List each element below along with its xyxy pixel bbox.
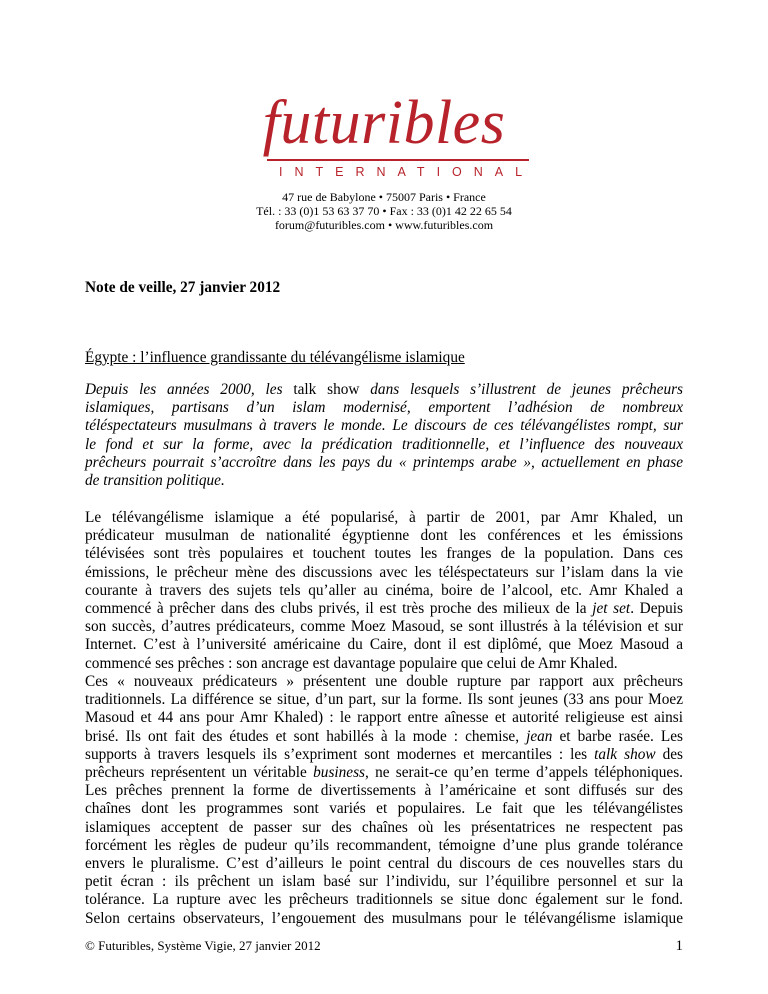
page-number: 1 — [675, 938, 683, 954]
note-heading: Note de veille, 27 janvier 2012 — [85, 279, 281, 296]
body-paragraph-1: Le télévangélisme islamique a été popularisé, à partir de 2001, par Amr Khaled, un prédicateur musulman de nationalité égyptienne dont les conférences et les émissions télévisées sont très populaires et touchent toutes les franges de la population. Dans ces émissions, le prêcheur mène des discussions avec les téléspectateurs sur l’islam dans la vie courante à travers des sujets tels qu’aller au cinéma, boire de l’alcool, etc. Amr Khaled a commencé à prêcher dans des clubs privés, il est très proche des milieux de la jet set. Depuis son succès, d’autres prédicateurs, comme Moez Masoud, se sont illustrés à la télévision et sur Internet. C’est à l’université américaine du Caire, dont il est diplômé, que Moez Masoud a commencé ses prêches : son ancrage est davantage populaire que celui de Amr Khaled. — [85, 509, 683, 672]
address-line: 47 rue de Babylone • 75007 Paris • France — [282, 190, 486, 204]
address-block — [0, 190, 768, 232]
article-title: Égypte : l’influence grandissante du télévangélisme islamique — [85, 349, 465, 366]
body-paragraph-2: Ces « nouveaux prédicateurs » présentent une double rupture par rapport aux prêcheurs traditionnels. La différence se situe, d’un part, sur la forme. Ils sont jeunes (33 ans pour Moez Masoud et 44 ans pour Amr Khaled) : le rapport entre aînesse et autorité religieuse est ainsi brisé. Ils ont fait des études et sont habillés à la mode : chemise, jean et barbe rasée. Les supports à travers lesquels ils s’expriment sont modernes et mercantiles : les talk show des prêcheurs représentent un véritable business, ne serait-ce qu’en terme d’appels téléphoniques. Les prêches prennent la forme de divertissements à l’américaine et sont diffusés sur des chaînes dont les programmes sont variés et populaires. Le fait que les télévangélistes islamiques acceptent de passer sur des chaînes où les présentatrices ne respectent pas forcément les règles de pudeur qu’ils recommandent, témoigne d’une plus grande tolérance envers le pluralisme. C’est d’ailleurs le point central du discours de ces nouvelles stars du petit écran : ils prêchent un islam basé sur l’individu, sur l’équilibre personnel et sur la tolérance. La rupture avec les prêcheurs traditionnels se situe donc également sur le fond. Selon certains observateurs, l’engouement des musulmans pour le télévangélisme islamique — [85, 673, 683, 927]
phone-line: Tél. : 33 (0)1 53 63 37 70 • Fax : 33 (0)1 42 22 65 54 — [256, 204, 512, 218]
logo-rule — [267, 159, 529, 161]
intro-paragraph: Depuis les années 2000, les talk show dans lesquels s’illustrent de jeunes prêcheurs islamiques, partisans d’un islam modernisé, emportent l’adhésion de nombreux téléspectateurs musulmans à travers le monde. Le discours de ces télévangélistes rompt, sur le fond et sur la forme, avec la prédication traditionnelle, et l’influence des nouveaux prêcheurs pourrait s’accroître dans les pays du « printemps arabe », actuellement en phase de transition politique. — [85, 381, 683, 490]
logo-wordmark: futuribles — [262, 89, 506, 157]
contact-line: forum@futuribles.com • www.futuribles.com — [274, 218, 494, 232]
footer-copyright: © Futuribles, Système Vigie, 27 janvier 2012 — [85, 938, 321, 953]
futuribles-logo — [0, 89, 768, 192]
logo-subtitle: INTERNATIONAL — [279, 165, 535, 179]
